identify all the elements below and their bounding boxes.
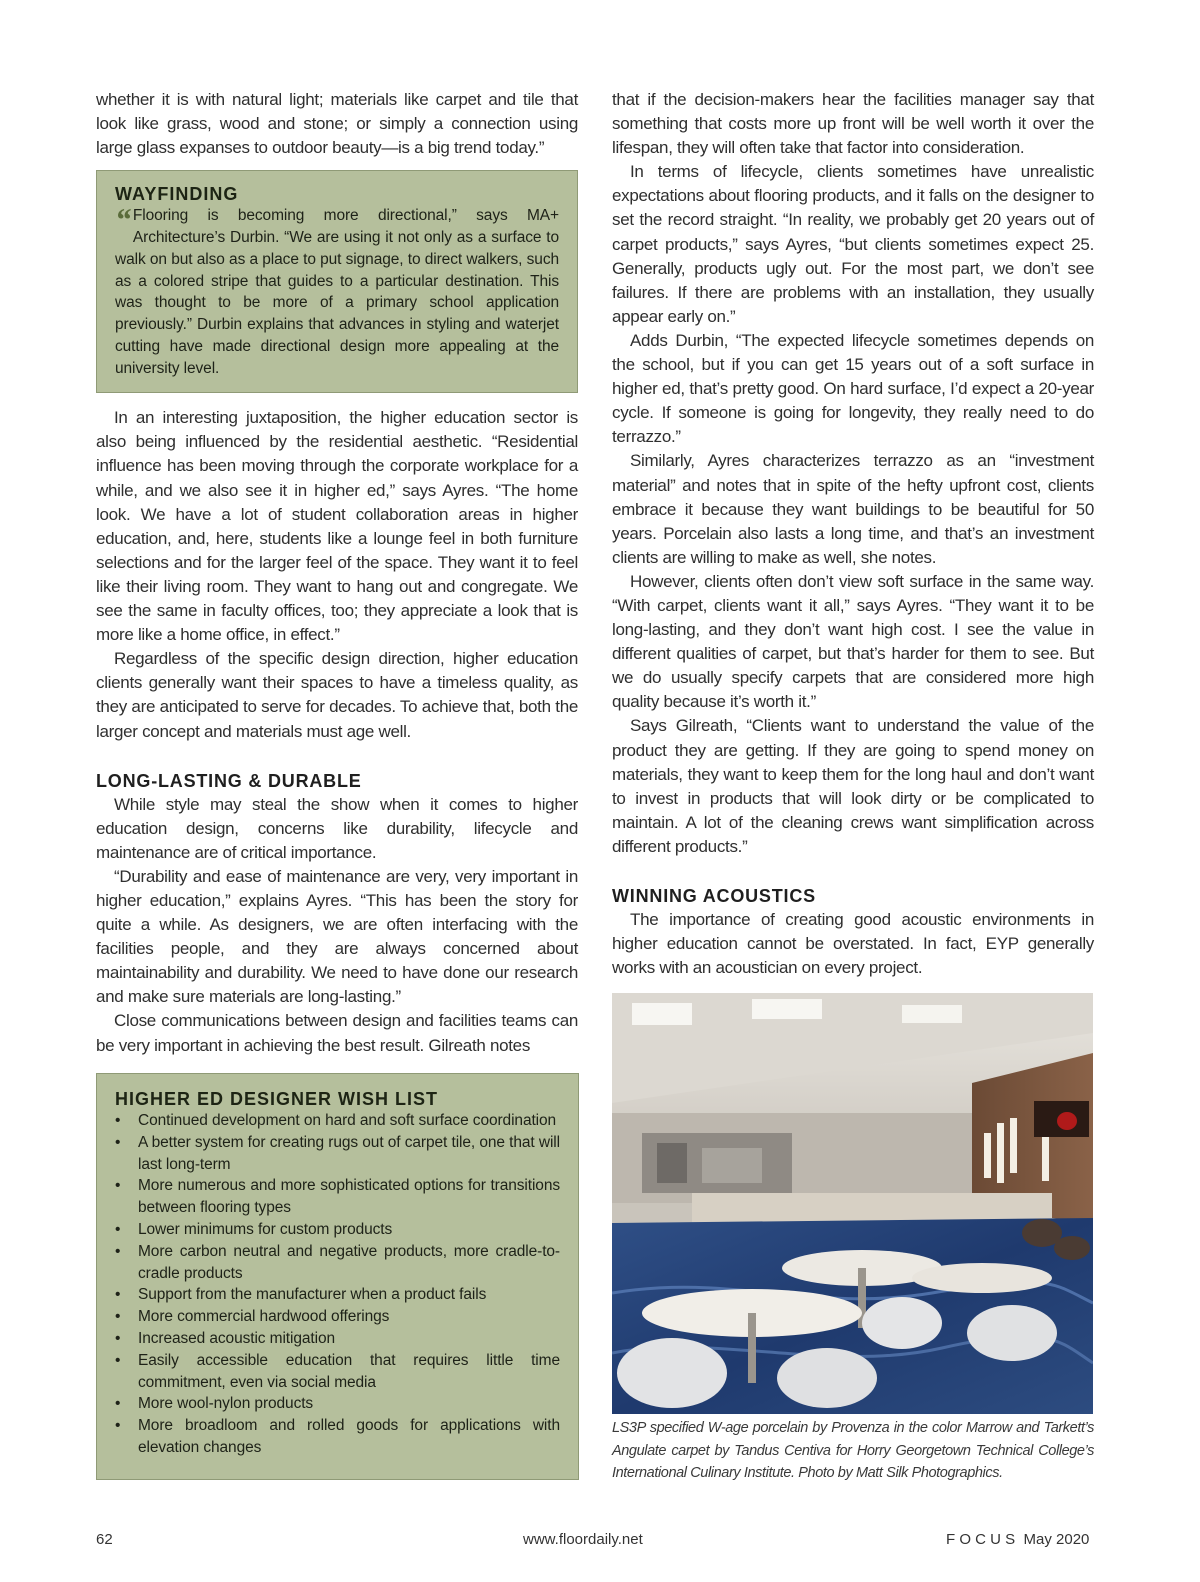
list-item: • Continued development on hard and soft surface coordination [115,1112,557,1129]
list-item: • More broadloom and rolled goods for applications with elevation changes [115,1417,560,1456]
right-column [612,88,1094,980]
paragraph-soft-surface: However, clients often don’t view soft surface in the same way. “With carpet, clients want it all,” says Ayres. “They want it to be long-lasting, and they don’t want high cost. I see the value in different qualities of carpet, but that’s harder for them to see. But we do usually specify carpets that are considered more high quality because it’s worth it.” [612,571,1094,712]
list-item: • More numerous and more sophisticated options for transitions between flooring types [115,1177,560,1217]
publication-info: F O C U S May 2020 [946,1531,1090,1548]
list-item: • Support from the manufacturer when a product fails [115,1286,487,1304]
paragraph-decision-makers: that if the decision-makers hear the facilities manager say that something that costs more up front will be well worth it over the lifespan, they will often take that factor into consideration. [612,90,1094,158]
section-heading-acoustics: WINNING ACOUSTICS [612,886,816,906]
dining-hall-illustration [612,993,1093,1414]
list-item: • More commercial hardwood offerings [115,1308,390,1326]
wayfinding-text [115,201,559,379]
wayfinding-body: Flooring is becoming more directional,” says MA+ Architecture’s Durbin. “We are using it not only as a surface to walk on but also as a place to put signage, to direct walkers, such as a colored stripe that guides to a particular destination. This was thought to be more of a primary school application previously.” Durbin explains that advances in styling and waterjet cutting have made directional design more appealing at the university level. [115,207,559,377]
photo-caption: LS3P specified W-age porcelain by Provenza in the color Marrow and Tarkett’s Angulate carpet by Tandus Centiva for Horry Georgetown Technical College’s International Culinary Institute. Photo by Matt Silk Photographics. [612,1420,1094,1481]
paragraph-gilreath: Says Gilreath, “Clients want to understand the value of the product they are getting. If they are going to spend money on materials, they want to keep them for the long haul and don’t want to invest in products that will look dirty or be complicated to maintain. A lot of the cleaning crews want simplification across different products.” [612,716,1094,856]
section-heading-long-lasting: LONG-LASTING & DURABLE [96,770,362,791]
paragraph-residential: In an interesting juxtaposition, the higher education sector is also being influenced by the residential aesthetic. “Residential influence has been moving through the corporate workplace for a while, and we also see it in higher ed,” says Ayres. “The home look. We have a lot of student collaboration areas in higher education, and, here, students like a lounge feel in both furniture selections and for the larger feel of the space. They want it to feel like their living room. They want to hang out and congregate. We see the same in faculty offices, too; they appreciate a look that is more like a home office, in effect.” [96,408,578,645]
wish-list-sidebar [96,1073,579,1480]
wayfinding-sidebar [96,170,578,393]
paragraphs-group-1 [96,406,578,743]
list-item: • A better system for creating rugs out of carpet tile, one that will last long-term [115,1133,560,1173]
wish-list [115,1110,560,1459]
paragraphs-group-2 [96,793,578,1058]
paragraph-durability-intro: While style may steal the show when it comes to higher education design, concerns like durability, lifecycle and maintenance are of critical importance. [96,794,578,862]
paragraph-timeless: Regardless of the specific design direction, higher education clients generally want their spaces to have a timeless quality, as they are anticipated to serve for decades. To achieve that, both the larger concept and materials must age well. [96,649,578,741]
wish-list-title: HIGHER ED DESIGNER WISH LIST [115,1089,439,1109]
quote-mark-icon: “ [115,201,131,238]
wayfinding-title: WAYFINDING [115,184,239,205]
list-item: • Increased acoustic mitigation [115,1329,335,1347]
paragraph-lifecycle: In terms of lifecycle, clients sometimes have unrealistic expectations about flooring products, and it falls on the designer to set the record straight. “In reality, we probably get 20 years out of carpet products,” says Ayres, “but clients sometimes expect 25. Generally, products ugly out. For the most part, we don’t see failures. If there are problems with an installation, they usually appear early on.” [612,162,1094,326]
paragraph-durability-quote: “Durability and ease of maintenance are very, very important in higher education,” explains Ayres. “This has been the story for quite a while. As designers, we are often interfacing with the facilities people, and they are always concerned about maintainability and durability. We need to have done our research and make sure materials are long-lasting.” [96,866,578,1007]
intro-paragraph: whether it is with natural light; materials like carpet and tile that look like grass, wood and stone; or simply a connection using large glass expanses to outdoor beauty—is a big trend today.” [96,90,578,158]
paragraph-communications: Close communications between design and facilities teams can be very important in achieving the best result. Gilreath notes [96,1011,578,1055]
list-item: • Lower minimums for custom products [115,1220,393,1238]
paragraph-acoustics: The importance of creating good acoustic environments in higher education cannot be overstated. In fact, EYP generally works with an acoustician on every project. [612,910,1094,978]
list-item: • Easily accessible education that requires little time commitment, even via social media [115,1351,560,1391]
list-item: • More carbon neutral and negative products, more cradle-to-cradle products [115,1242,560,1282]
paragraph-terrazzo: Similarly, Ayres characterizes terrazzo as an “investment material” and notes that in spite of the hefty upfront cost, clients embrace it because they want buildings to be beautiful for 50 years. Porcelain also lasts a long time, and that’s an investment clients are willing to make as well, she notes. [612,451,1094,567]
list-item: • More wool-nylon products [115,1395,314,1413]
website-link[interactable]: www.floordaily.net [523,1531,643,1548]
left-column [96,88,578,1058]
dining-hall-photo [612,993,1093,1414]
page-number: 62 [96,1531,113,1548]
paragraph-durbin: Adds Durbin, “The expected lifecycle sometimes depends on the school, but if you can get 15 years out of a soft surface in higher ed, that’s pretty good. On hard surface, I’d expect a 20-year cycle. If someone is going for longevity, they really need to do terrazzo.” [612,330,1094,447]
